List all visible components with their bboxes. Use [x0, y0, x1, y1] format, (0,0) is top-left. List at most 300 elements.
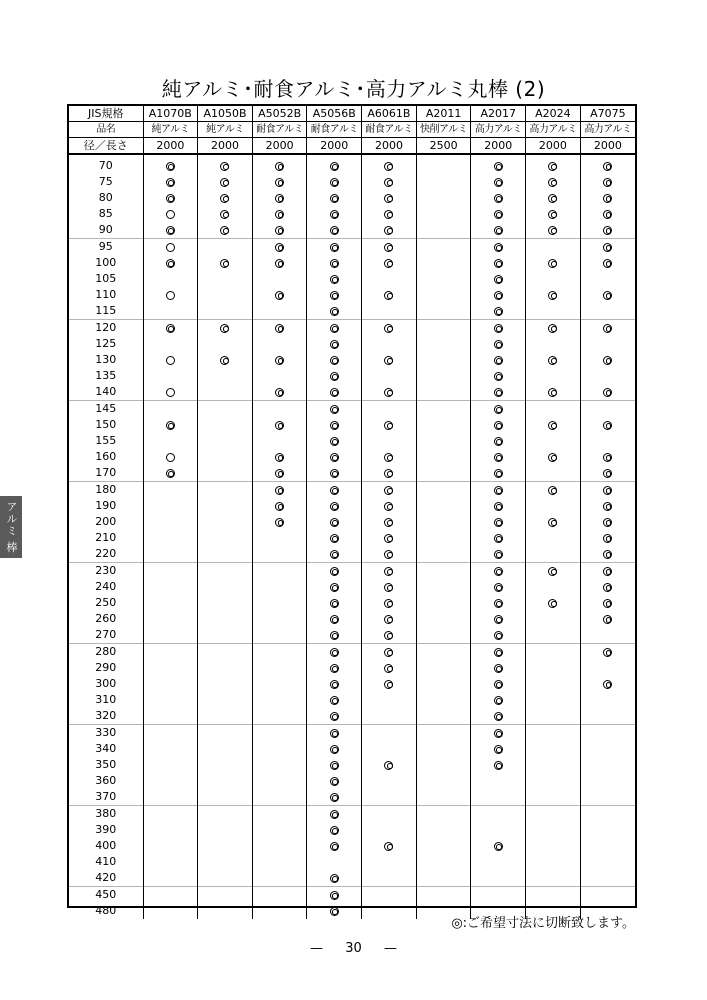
double-circle-icon	[384, 162, 393, 171]
availability-cell	[252, 352, 307, 368]
availability-cell	[252, 255, 307, 271]
double-circle-icon	[603, 324, 612, 333]
availability-cell	[526, 854, 581, 870]
availability-cell	[143, 514, 198, 530]
table-row	[69, 206, 635, 222]
availability-cell	[307, 676, 362, 692]
availability-cell	[471, 870, 526, 887]
double-circle-icon	[275, 162, 284, 171]
double-circle-icon	[494, 307, 503, 316]
availability-cell	[526, 384, 581, 401]
page-number-value: 30	[345, 941, 362, 956]
double-circle-icon	[494, 567, 503, 576]
availability-cell	[198, 644, 253, 661]
availability-cell	[526, 579, 581, 595]
availability-cell	[362, 303, 417, 320]
availability-cell	[580, 789, 635, 806]
name-header-row-cell: 純アルミ	[143, 122, 198, 138]
availability-cell	[252, 239, 307, 256]
double-circle-icon	[603, 226, 612, 235]
double-circle-icon	[494, 210, 503, 219]
availability-cell	[526, 303, 581, 320]
availability-cell	[471, 498, 526, 514]
double-circle-icon	[384, 194, 393, 203]
double-circle-icon	[603, 534, 612, 543]
availability-cell	[143, 660, 198, 676]
availability-cell	[143, 822, 198, 838]
availability-cell	[580, 255, 635, 271]
availability-cell	[471, 514, 526, 530]
availability-cell	[580, 773, 635, 789]
availability-cell	[252, 287, 307, 303]
double-circle-icon	[384, 534, 393, 543]
availability-cell	[252, 725, 307, 742]
availability-cell	[198, 789, 253, 806]
availability-cell	[143, 644, 198, 661]
availability-cell	[580, 757, 635, 773]
diameter-cell: 125	[95, 337, 117, 350]
diameter-cell: 310	[95, 693, 117, 706]
availability-cell	[416, 838, 471, 854]
availability-cell	[362, 417, 417, 433]
availability-cell	[143, 757, 198, 773]
double-circle-icon	[330, 453, 339, 462]
double-circle-icon	[384, 615, 393, 624]
stock-table	[69, 106, 635, 919]
availability-cell	[307, 708, 362, 725]
double-circle-icon	[603, 210, 612, 219]
double-circle-icon	[330, 761, 339, 770]
availability-cell	[362, 563, 417, 580]
table-row	[69, 465, 635, 482]
availability-cell	[416, 789, 471, 806]
double-circle-icon	[330, 599, 339, 608]
availability-cell	[416, 692, 471, 708]
double-circle-icon	[330, 810, 339, 819]
double-circle-icon	[494, 842, 503, 851]
diameter-cell: 290	[95, 661, 117, 674]
table-row	[69, 320, 635, 337]
double-circle-icon	[330, 907, 339, 916]
table-row	[69, 595, 635, 611]
availability-cell	[471, 692, 526, 708]
availability-cell	[416, 271, 471, 287]
availability-cell	[143, 384, 198, 401]
availability-cell	[307, 482, 362, 499]
availability-cell	[362, 789, 417, 806]
name-header-row-cell: 高力アルミ	[471, 122, 526, 138]
double-circle-icon	[330, 534, 339, 543]
availability-cell	[580, 563, 635, 580]
availability-cell	[416, 676, 471, 692]
availability-cell	[471, 627, 526, 644]
table-row	[69, 255, 635, 271]
double-circle-icon	[384, 761, 393, 770]
double-circle-icon	[494, 615, 503, 624]
availability-cell	[252, 336, 307, 352]
double-circle-icon	[384, 599, 393, 608]
double-circle-icon	[548, 226, 557, 235]
double-circle-icon	[603, 615, 612, 624]
availability-cell	[198, 239, 253, 256]
availability-cell	[252, 870, 307, 887]
double-circle-icon	[330, 356, 339, 365]
double-circle-icon	[548, 388, 557, 397]
double-circle-icon	[494, 518, 503, 527]
availability-cell	[580, 401, 635, 418]
diameter-cell: 190	[95, 499, 117, 512]
availability-cell	[416, 887, 471, 904]
availability-cell	[471, 757, 526, 773]
availability-cell	[143, 854, 198, 870]
availability-cell	[198, 854, 253, 870]
availability-cell	[362, 368, 417, 384]
availability-cell	[580, 482, 635, 499]
availability-cell	[416, 320, 471, 337]
availability-cell	[416, 336, 471, 352]
double-circle-icon	[330, 793, 339, 802]
availability-cell	[198, 757, 253, 773]
double-circle-icon	[494, 372, 503, 381]
double-circle-icon	[275, 518, 284, 527]
availability-cell	[471, 465, 526, 482]
availability-cell	[252, 401, 307, 418]
double-circle-icon	[330, 226, 339, 235]
circle-icon	[166, 291, 175, 300]
availability-cell	[252, 676, 307, 692]
table-row	[69, 158, 635, 174]
availability-cell	[471, 708, 526, 725]
availability-cell	[580, 741, 635, 757]
availability-cell	[307, 222, 362, 239]
availability-cell	[362, 271, 417, 287]
availability-cell	[362, 449, 417, 465]
availability-cell	[580, 887, 635, 904]
availability-cell	[252, 190, 307, 206]
availability-cell	[362, 806, 417, 823]
table-row	[69, 676, 635, 692]
availability-cell	[307, 530, 362, 546]
double-circle-icon	[494, 486, 503, 495]
double-circle-icon	[330, 437, 339, 446]
double-circle-icon	[494, 453, 503, 462]
double-circle-icon	[384, 178, 393, 187]
length-header-row-cell: 2000	[198, 138, 253, 155]
availability-cell	[416, 725, 471, 742]
diameter-cell: 300	[95, 677, 117, 690]
double-circle-icon	[330, 583, 339, 592]
diameter-cell: 160	[95, 450, 117, 463]
availability-cell	[252, 465, 307, 482]
double-circle-icon	[330, 178, 339, 187]
availability-cell	[416, 822, 471, 838]
availability-cell	[307, 401, 362, 418]
diameter-cell: 180	[69, 482, 143, 499]
diameter-cell: 140	[95, 385, 117, 398]
grade-header-row-cell: A5052B	[252, 106, 307, 122]
availability-cell	[362, 320, 417, 337]
double-circle-icon	[494, 437, 503, 446]
grade-header-row-cell: A2017	[471, 106, 526, 122]
table-row	[69, 222, 635, 239]
availability-cell	[526, 514, 581, 530]
availability-cell	[362, 692, 417, 708]
availability-cell	[307, 417, 362, 433]
availability-cell	[252, 449, 307, 465]
diameter-cell: 230	[69, 563, 143, 580]
name-header-row-cell: 耐食アルミ	[252, 122, 307, 138]
double-circle-icon	[330, 502, 339, 511]
availability-cell	[526, 887, 581, 904]
double-circle-icon	[494, 388, 503, 397]
availability-cell	[580, 838, 635, 854]
availability-cell	[580, 368, 635, 384]
availability-cell	[471, 271, 526, 287]
availability-cell	[416, 482, 471, 499]
double-circle-icon	[603, 178, 612, 187]
double-circle-icon	[275, 502, 284, 511]
double-circle-icon	[384, 567, 393, 576]
availability-cell	[471, 854, 526, 870]
circle-icon	[166, 210, 175, 219]
double-circle-icon	[330, 259, 339, 268]
availability-cell	[143, 482, 198, 499]
availability-cell	[526, 465, 581, 482]
availability-cell	[416, 255, 471, 271]
diameter-cell: 410	[95, 855, 117, 868]
double-circle-icon	[603, 550, 612, 559]
availability-cell	[362, 611, 417, 627]
double-circle-icon	[384, 842, 393, 851]
availability-cell	[362, 725, 417, 742]
availability-cell	[471, 563, 526, 580]
availability-cell	[143, 887, 198, 904]
availability-cell	[526, 271, 581, 287]
table-row	[69, 352, 635, 368]
availability-cell	[471, 255, 526, 271]
availability-cell	[198, 303, 253, 320]
legend-note: ◎:ご希望寸法に切断致します。	[451, 916, 635, 931]
availability-cell	[143, 870, 198, 887]
double-circle-icon	[330, 729, 339, 738]
availability-cell	[580, 644, 635, 661]
availability-cell	[526, 741, 581, 757]
availability-cell	[362, 498, 417, 514]
double-circle-icon	[220, 259, 229, 268]
availability-cell	[143, 449, 198, 465]
availability-cell	[416, 239, 471, 256]
double-circle-icon	[275, 178, 284, 187]
circle-icon	[166, 356, 175, 365]
double-circle-icon	[384, 356, 393, 365]
availability-cell	[580, 870, 635, 887]
availability-cell	[143, 368, 198, 384]
double-circle-icon	[494, 664, 503, 673]
circle-icon	[166, 453, 175, 462]
availability-cell	[580, 579, 635, 595]
availability-cell	[198, 887, 253, 904]
availability-cell	[580, 822, 635, 838]
availability-cell	[471, 239, 526, 256]
availability-cell	[580, 352, 635, 368]
availability-cell	[416, 401, 471, 418]
availability-cell	[471, 546, 526, 563]
double-circle-icon	[494, 356, 503, 365]
availability-cell	[580, 611, 635, 627]
availability-cell	[198, 870, 253, 887]
availability-cell	[580, 530, 635, 546]
availability-cell	[198, 482, 253, 499]
length-header-row-cell: 2000	[143, 138, 198, 155]
double-circle-icon	[548, 162, 557, 171]
availability-cell	[526, 190, 581, 206]
availability-cell	[198, 692, 253, 708]
diameter-cell: 70	[98, 159, 113, 172]
availability-cell	[580, 303, 635, 320]
availability-cell	[198, 595, 253, 611]
double-circle-icon	[494, 550, 503, 559]
availability-cell	[471, 644, 526, 661]
availability-cell	[252, 644, 307, 661]
double-circle-icon	[275, 356, 284, 365]
availability-cell	[143, 255, 198, 271]
availability-cell	[143, 806, 198, 823]
table-row	[69, 838, 635, 854]
availability-cell	[526, 222, 581, 239]
length-header-row-label: 径／長さ	[69, 138, 143, 155]
availability-cell	[362, 644, 417, 661]
availability-cell	[471, 174, 526, 190]
double-circle-icon	[220, 210, 229, 219]
diameter-cell: 130	[95, 353, 117, 366]
availability-cell	[471, 660, 526, 676]
availability-cell	[362, 352, 417, 368]
diameter-cell: 400	[95, 839, 117, 852]
diameter-cell: 450	[69, 887, 143, 904]
availability-cell	[307, 271, 362, 287]
double-circle-icon	[384, 324, 393, 333]
availability-cell	[252, 498, 307, 514]
availability-cell	[526, 644, 581, 661]
availability-cell	[526, 611, 581, 627]
availability-cell	[143, 595, 198, 611]
availability-cell	[143, 433, 198, 449]
length-header-row-cell: 2500	[416, 138, 471, 155]
page-dash-left: —	[309, 941, 323, 956]
availability-cell	[471, 611, 526, 627]
availability-cell	[307, 789, 362, 806]
double-circle-icon	[275, 291, 284, 300]
double-circle-icon	[330, 324, 339, 333]
double-circle-icon	[494, 599, 503, 608]
availability-cell	[198, 271, 253, 287]
availability-cell	[471, 773, 526, 789]
availability-cell	[416, 773, 471, 789]
availability-cell	[252, 514, 307, 530]
availability-cell	[362, 741, 417, 757]
diameter-cell: 100	[95, 256, 117, 269]
table-row	[69, 725, 635, 742]
availability-cell	[143, 352, 198, 368]
table-row	[69, 384, 635, 401]
double-circle-icon	[548, 356, 557, 365]
double-circle-icon	[330, 372, 339, 381]
double-circle-icon	[494, 421, 503, 430]
double-circle-icon	[330, 826, 339, 835]
double-circle-icon	[494, 631, 503, 640]
availability-cell	[143, 741, 198, 757]
double-circle-icon	[330, 307, 339, 316]
availability-cell	[198, 417, 253, 433]
availability-cell	[252, 773, 307, 789]
diameter-cell: 280	[69, 644, 143, 661]
double-circle-icon	[548, 178, 557, 187]
double-circle-icon	[220, 162, 229, 171]
diameter-cell: 240	[95, 580, 117, 593]
availability-cell	[471, 822, 526, 838]
double-circle-icon	[494, 761, 503, 770]
double-circle-icon	[330, 469, 339, 478]
availability-cell	[362, 222, 417, 239]
table-row	[69, 644, 635, 661]
availability-cell	[307, 692, 362, 708]
availability-cell	[416, 595, 471, 611]
availability-cell	[416, 190, 471, 206]
double-circle-icon	[548, 453, 557, 462]
availability-cell	[471, 676, 526, 692]
availability-cell	[198, 498, 253, 514]
availability-cell	[362, 773, 417, 789]
availability-cell	[580, 725, 635, 742]
availability-cell	[526, 725, 581, 742]
availability-cell	[526, 498, 581, 514]
availability-cell	[416, 660, 471, 676]
availability-cell	[307, 757, 362, 773]
availability-cell	[252, 368, 307, 384]
availability-cell	[471, 384, 526, 401]
double-circle-icon	[603, 453, 612, 462]
availability-cell	[526, 482, 581, 499]
availability-cell	[252, 708, 307, 725]
availability-cell	[471, 482, 526, 499]
length-header-row-cell: 2000	[580, 138, 635, 155]
table-row	[69, 433, 635, 449]
double-circle-icon	[330, 388, 339, 397]
double-circle-icon	[548, 518, 557, 527]
double-circle-icon	[494, 243, 503, 252]
double-circle-icon	[494, 275, 503, 284]
availability-cell	[416, 611, 471, 627]
diameter-cell: 270	[95, 628, 117, 641]
double-circle-icon	[384, 291, 393, 300]
table-row	[69, 806, 635, 823]
double-circle-icon	[603, 648, 612, 657]
double-circle-icon	[166, 421, 175, 430]
availability-cell	[471, 806, 526, 823]
availability-cell	[252, 854, 307, 870]
table-row	[69, 336, 635, 352]
availability-cell	[143, 903, 198, 919]
availability-cell	[198, 903, 253, 919]
double-circle-icon	[603, 291, 612, 300]
double-circle-icon	[275, 324, 284, 333]
table-row	[69, 789, 635, 806]
diameter-cell: 120	[69, 320, 143, 337]
double-circle-icon	[603, 567, 612, 576]
availability-cell	[471, 352, 526, 368]
availability-cell	[143, 611, 198, 627]
availability-cell	[252, 433, 307, 449]
